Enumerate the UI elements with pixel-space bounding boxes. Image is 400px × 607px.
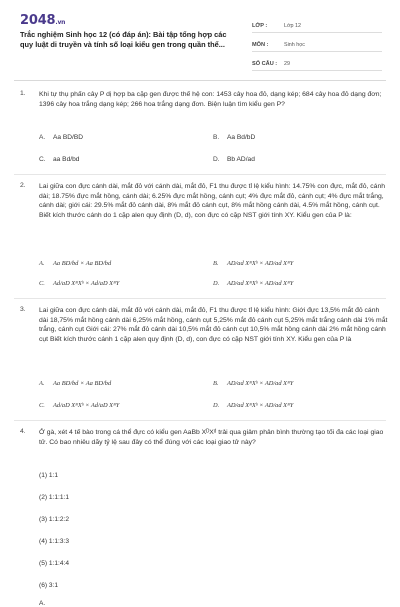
meta-value: Lớp 12 xyxy=(284,23,302,29)
option-label: A. xyxy=(39,134,46,141)
question-divider xyxy=(14,420,386,421)
option-text: Aa Bd/bD xyxy=(227,134,256,141)
header-divider xyxy=(14,80,386,81)
meta-key: LỚP : xyxy=(252,23,268,29)
choice-1: (1) 1:1 xyxy=(39,472,59,479)
option-label: C. xyxy=(39,402,45,409)
meta-row-class xyxy=(252,14,382,33)
logo-text: 2048 xyxy=(20,13,56,28)
option-text: Aa BD/bd × Aa BD/bd xyxy=(53,380,112,387)
option-label: D. xyxy=(213,156,220,163)
option-text: AD/ad XᴮXᵇ × AD/ad XᴮY xyxy=(227,260,294,267)
option-text: AD/ad XᴮXᵇ × AD/ad XᴮY xyxy=(227,402,294,409)
meta-key: MÔN : xyxy=(252,42,269,48)
option-c[interactable] xyxy=(39,156,79,163)
option-c[interactable] xyxy=(39,280,119,287)
document-meta xyxy=(252,14,382,71)
document-title: Trắc nghiệm Sinh học 12 (có đáp án): Bài tập tổng hợp các quy luật di truyền và tính số loại kiểu gen trong quần thể... xyxy=(20,30,227,49)
option-a[interactable] xyxy=(39,380,111,387)
meta-row-subject xyxy=(252,33,382,52)
question-text: Lai giữa con đực cánh dài, mắt đỏ với cánh dài, mắt đỏ, F1 thu được tỉ lệ kiểu hình: Giới đực 13,5% mắt đỏ cánh dài 18,75% mắt hồng cánh dài 6,25% mắt hồng, cánh cụt 5,25% mắt đỏ cánh cụt 5,25% mắt trắng cánh dài 1% mắt trắng, cánh cụt Giới cái: 27% mắt đỏ cánh dài 10,5% mắt đỏ cánh cụt 10,5% mắt hồng cánh dài 2% mắt hồng cánh cụt Biết kích thước cánh 1 cặp alen quy định (D, d), con đực có cặp NST giới tính XY. Kiểu gen của P là xyxy=(39,307,388,343)
question-number: 1. xyxy=(20,90,26,97)
option-label: C. xyxy=(39,156,46,163)
option-text: Aa BD/BD xyxy=(53,134,84,141)
meta-row-count xyxy=(252,52,382,71)
option-text: Ad/aD XᴮXᵇ × Ad/aD XᴮY xyxy=(53,402,120,409)
question-divider xyxy=(14,174,386,175)
option-label: D. xyxy=(213,280,220,287)
site-logo[interactable] xyxy=(20,13,65,28)
option-d[interactable] xyxy=(213,280,293,287)
choice-6: (6) 3:1 xyxy=(39,582,59,589)
option-a[interactable] xyxy=(39,260,111,267)
option-label: B. xyxy=(213,380,219,387)
meta-key: SỐ CÂU : xyxy=(252,61,278,67)
option-label: B. xyxy=(213,134,220,141)
document-header xyxy=(0,0,400,70)
option-a[interactable] xyxy=(39,134,83,141)
option-text: Ad/aD XᴮXᵇ × Ad/aD XᴮY xyxy=(53,280,120,287)
choice-2: (2) 1:1:1:1 xyxy=(39,494,70,501)
option-label: A. xyxy=(39,380,45,387)
option-d[interactable] xyxy=(213,402,293,409)
option-text: Aa BD/bd × Aa BD/bd xyxy=(53,260,112,267)
option-text: AD/ad XᴮXᵇ × AD/ad XᴮY xyxy=(227,380,294,387)
choice-5: (5) 1:1:4:4 xyxy=(39,560,70,567)
meta-value: 29 xyxy=(284,61,290,67)
question-text: Khi tự thụ phấn cây P dị hợp ba cặp gen được thế hệ con: 1453 cây hoa đỏ, dạng kép; 684 cây hoa đỏ dạng đơn; 1396 cây hoa trắng dạng kép; 266 hoa trắng dạng đơn. Biện luận tìm kiểu gen P? xyxy=(39,91,382,108)
option-c[interactable] xyxy=(39,402,119,409)
option-label: A. xyxy=(39,260,45,267)
option-a-partial[interactable]: A. xyxy=(39,600,46,607)
logo-tld: .vn xyxy=(55,19,66,26)
option-label: D. xyxy=(213,402,220,409)
question-number: 3. xyxy=(20,306,26,313)
option-b[interactable] xyxy=(213,380,293,387)
choice-4: (4) 1:1:3:3 xyxy=(39,538,70,545)
question-divider xyxy=(14,298,386,299)
option-b[interactable] xyxy=(213,260,293,267)
option-label: B. xyxy=(213,260,219,267)
option-label: C. xyxy=(39,280,45,287)
question-number: 4. xyxy=(20,428,26,435)
option-b[interactable] xyxy=(213,134,255,141)
option-text: AD/ad XᴮXᵇ × AD/ad XᴮY xyxy=(227,280,294,287)
option-text: aa Bd/bd xyxy=(53,156,80,163)
option-d[interactable] xyxy=(213,156,255,163)
question-text: Ở gà, xét 4 tế bào trong cá thể đực có kiểu gen AaBb XᴰXᵈ trải qua giảm phân bình thường tạo tối đa các loại giao tử. Có bao nhiêu dãy tỷ lệ sau đây có thể đúng với các loại giao tử này? xyxy=(39,429,384,446)
question-number: 2. xyxy=(20,182,26,189)
meta-value: Sinh học xyxy=(284,42,305,48)
option-text: Bb AD/ad xyxy=(227,156,255,163)
question-text: Lai giữa con đực cánh dài, mắt đỏ với cánh dài, mắt đỏ, F1 thu được tỉ lệ kiểu hình: 14.75% con đực, mắt đỏ, cánh dài; 18.75% đực mắt hồng, cánh dài; 6.25% đực mắt hồng, cánh cụt; 4% đực mắt đỏ, cánh cụt; 4% đực mắt trắng, cánh dài; giới cái: 29.5% mắt đỏ cánh dài, 8% mắt đỏ cánh cụt, 8% mắt hồng cánh dài, 4.5% mắt hồng, cánh cụt. Biết kích thước cánh do 1 cặp alen quy định (D, d), con đực có cặp NST giới tính XY. Kiểu gen của P là: xyxy=(39,183,386,219)
choice-3: (3) 1:1:2:2 xyxy=(39,516,70,523)
